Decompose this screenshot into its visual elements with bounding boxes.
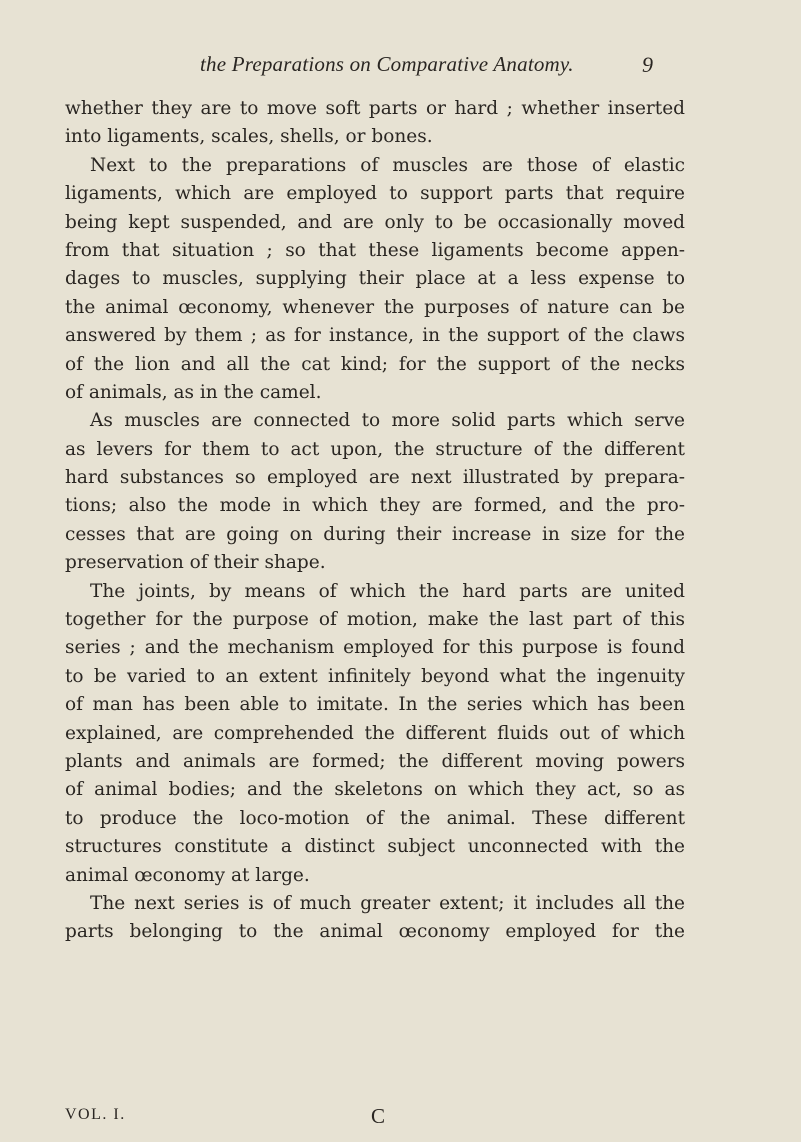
text-line: ligaments, which are employed to support parts that require [65, 183, 685, 205]
text-line: explained, are comprehended the different fluids out of which [65, 722, 685, 744]
text-line: to produce the loco-motion of the animal. These different [65, 807, 685, 829]
running-head [0, 52, 801, 82]
text-line: from that situation ; so that these ligaments become appen- [65, 239, 685, 261]
text-line: the animal œconomy, whenever the purposes of nature can be [65, 296, 685, 318]
running-title: the Preparations on Comparative Anatomy. [200, 52, 574, 76]
text-line: into ligaments, scales, shells, or bones. [65, 126, 433, 148]
text-line: dages to muscles, supplying their place at a less expense to [65, 268, 685, 290]
text-line: as levers for them to act upon, the structure of the different [65, 438, 685, 460]
text-line: of man has been able to imitate. In the series which has been [65, 694, 685, 716]
text-line: of the lion and all the cat kind; for the support of the necks [65, 353, 685, 375]
text-line: animal œconomy at large. [65, 864, 310, 886]
text-line: hard substances so employed are next illustrated by prepara- [65, 467, 685, 489]
text-line: tions; also the mode in which they are formed, and the pro- [65, 495, 685, 517]
body-text [65, 95, 685, 947]
text-line: preservation of their shape. [65, 552, 326, 574]
gathering-mark: C [371, 1104, 386, 1128]
page-footer [65, 1106, 465, 1130]
volume-signature: VOL. I. [65, 1106, 126, 1123]
text-line: being kept suspended, and are only to be occasionally moved [65, 211, 685, 233]
text-line: whether they are to move soft parts or hard ; whether inserted [65, 98, 685, 119]
text-line: series ; and the mechanism employed for this purpose is found [65, 637, 685, 659]
text-line: plants and animals are formed; the different moving powers [65, 750, 685, 772]
text-line: Next to the preparations of muscles are those of elastic [90, 154, 685, 176]
text-line: answered by them ; as for instance, in the support of the claws [65, 325, 685, 347]
text-line: together for the purpose of motion, make the last part of this [65, 609, 685, 631]
text-line: structures constitute a distinct subject unconnected with the [65, 836, 685, 858]
text-line: As muscles are connected to more solid parts which serve [90, 410, 685, 432]
text-line: parts belonging to the animal œconomy employed for the [65, 921, 685, 943]
text-line: The next series is of much greater extent; it includes all the [90, 892, 685, 914]
page-number: 9 [642, 52, 653, 77]
text-line: The joints, by means of which the hard parts are united [90, 580, 685, 602]
text-line: of animal bodies; and the skeletons on which they act, so as [65, 779, 685, 801]
text-line: to be varied to an extent infinitely beyond what the ingenuity [65, 665, 685, 687]
text-line: of animals, as in the camel. [65, 381, 322, 403]
text-line: cesses that are going on during their increase in size for the [65, 523, 685, 545]
